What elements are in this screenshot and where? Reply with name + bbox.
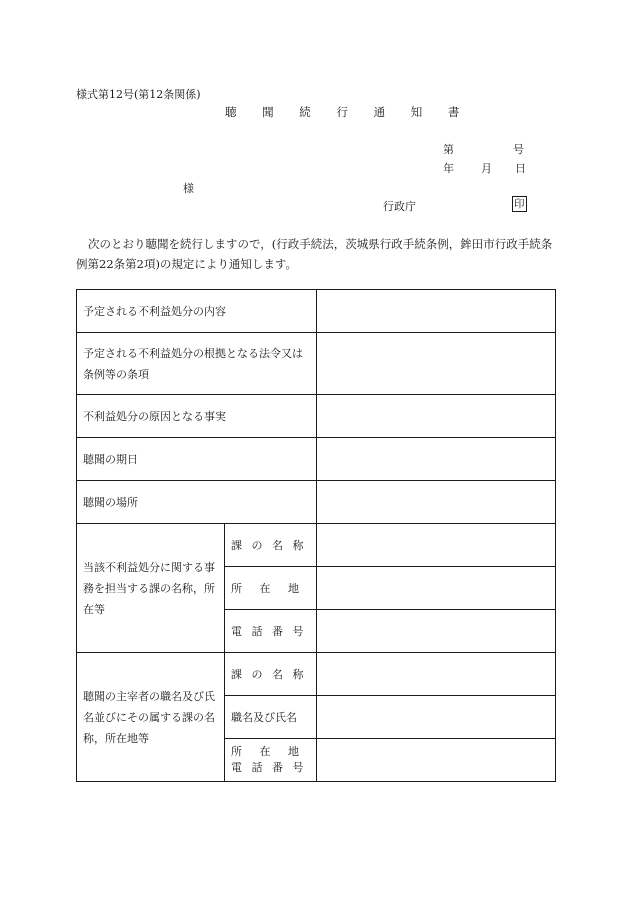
row-value-field[interactable] — [317, 438, 556, 481]
table-row — [77, 438, 556, 481]
table-row — [77, 333, 556, 395]
row-label: 不利益処分の原因となる事実 — [77, 395, 317, 438]
group-label-office: 当該不利益処分に関する事務を担当する課の名称，所在等 — [77, 524, 225, 653]
row-label: 聴聞の場所 — [77, 481, 317, 524]
table-row — [77, 524, 556, 567]
row-value-field[interactable] — [317, 653, 556, 696]
table-row — [77, 395, 556, 438]
row-value-field[interactable] — [317, 524, 556, 567]
row-value-field[interactable] — [317, 696, 556, 739]
row-value-field[interactable] — [317, 610, 556, 653]
row-label: 予定される不利益処分の根拠となる法令又は条例等の条項 — [77, 333, 317, 395]
table-row — [77, 653, 556, 696]
sub-label-text: 所 在 地 — [231, 745, 299, 758]
date-day: 日 — [515, 162, 526, 175]
sub-label-section-name — [225, 524, 317, 567]
table-row — [77, 290, 556, 333]
sub-label-phone — [225, 610, 317, 653]
row-value-field[interactable] — [317, 481, 556, 524]
group-label-presiding-officer: 聴聞の主宰者の職名及び氏名並びにその属する課の名称，所在地等 — [77, 653, 225, 782]
notice-body — [76, 234, 556, 274]
sub-label-address-phone — [225, 739, 317, 782]
row-value-field[interactable] — [317, 739, 556, 782]
number-suffix: 号 — [513, 143, 524, 156]
sub-label-title-name — [225, 696, 317, 739]
sub-label-text: 課 の 名 称 — [231, 667, 307, 681]
notice-table — [76, 289, 556, 782]
table-row — [77, 481, 556, 524]
seal-stamp: 印 — [514, 198, 525, 210]
row-label: 予定される不利益処分の内容 — [77, 290, 317, 333]
sub-label-text: 電 話 番 号 — [231, 761, 307, 774]
sub-label-address — [225, 567, 317, 610]
date-year: 年 — [443, 162, 454, 175]
row-value-field[interactable] — [317, 395, 556, 438]
sub-label-text: 職名及び氏名 — [231, 710, 297, 724]
notice-body-text: 次のとおり聴聞を続行しますので，(行政手続法，茨城県行政手続条例，鉾田市行政手続条例第22条第2項)の規定により通知します。 — [76, 237, 553, 271]
sub-label-text: 電 話 番 号 — [231, 624, 307, 638]
sub-label-text: 課 の 名 称 — [231, 538, 307, 552]
document-title: 聴 聞 続 行 通 知 書 — [225, 105, 471, 119]
agency-label: 行政庁 — [383, 200, 416, 213]
row-value-field[interactable] — [317, 333, 556, 395]
number-prefix: 第 — [443, 143, 454, 156]
addressee-suffix: 様 — [183, 182, 194, 195]
date-month: 月 — [481, 162, 492, 175]
form-number: 様式第12号(第12条関係) — [76, 88, 201, 101]
row-value-field[interactable] — [317, 290, 556, 333]
sub-label-text: 所 在 地 — [231, 581, 299, 595]
sub-label-section-name — [225, 653, 317, 696]
row-value-field[interactable] — [317, 567, 556, 610]
row-label: 聴聞の期日 — [77, 438, 317, 481]
